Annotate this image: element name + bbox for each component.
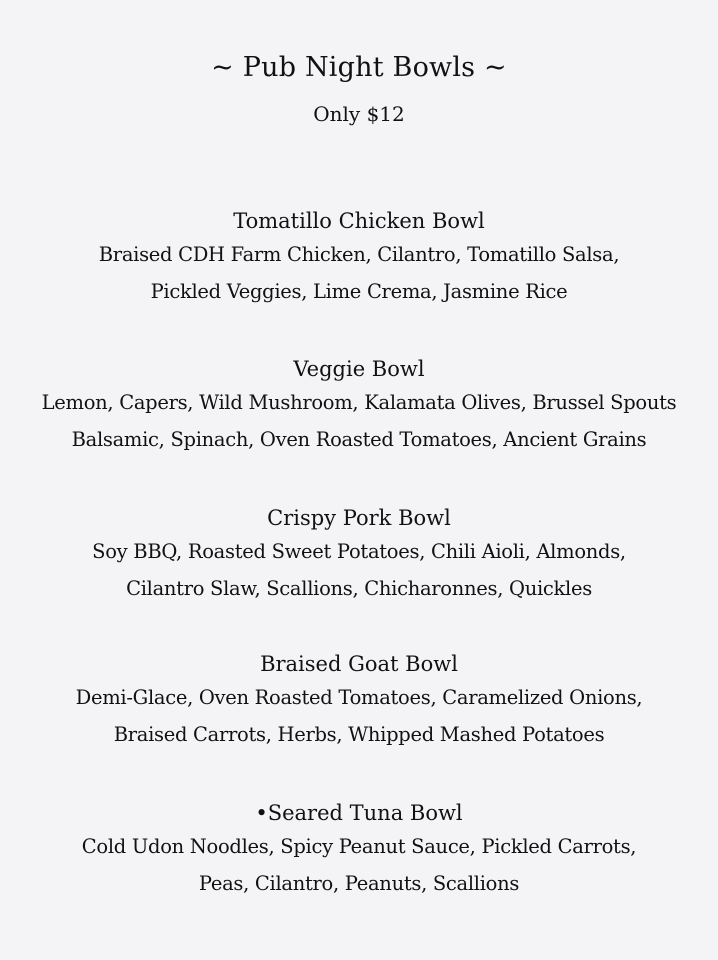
dish-name: Braised Goat Bowl [260, 652, 458, 676]
menu-section-tomatillo-chicken-bowl [0, 206, 718, 310]
dish-ingredients-line-1: Cold Udon Noodles, Spicy Peanut Sauce, Pickled Carrots, [81, 835, 637, 858]
menu-section-seared-tuna-bowl [0, 798, 718, 902]
dish-ingredients-line-2: Peas, Cilantro, Peanuts, Scallions [198, 872, 520, 895]
menu-section-crispy-pork-bowl [0, 503, 718, 607]
menu-section-braised-goat-bowl [0, 649, 718, 753]
dish-ingredients-line-2: Balsamic, Spinach, Oven Roasted Tomatoes, Ancient Grains [71, 428, 647, 451]
dish-name: •Seared Tuna Bowl [255, 801, 463, 825]
dish-ingredients-line-1: Demi-Glace, Oven Roasted Tomatoes, Caramelized Onions, [75, 686, 643, 709]
menu-section-veggie-bowl [0, 354, 718, 458]
dish-name: Veggie Bowl [293, 357, 425, 381]
dish-ingredients-line-2: Cilantro Slaw, Scallions, Chicharonnes, Quickles [126, 577, 592, 600]
menu-title: ~ Pub Night Bowls ~ [211, 52, 507, 83]
dish-ingredients-line-1: Soy BBQ, Roasted Sweet Potatoes, Chili Aioli, Almonds, [92, 540, 626, 563]
dish-ingredients-line-2: Braised Carrots, Herbs, Whipped Mashed Potatoes [113, 723, 605, 746]
dish-name: Crispy Pork Bowl [267, 506, 451, 530]
dish-ingredients-line-1: Braised CDH Farm Chicken, Cilantro, Tomatillo Salsa, [98, 243, 620, 266]
price-subtitle: Only $12 [313, 102, 405, 126]
dish-name: Tomatillo Chicken Bowl [233, 209, 485, 233]
dish-ingredients-line-1: Lemon, Capers, Wild Mushroom, Kalamata Olives, Brussel Spouts [41, 391, 677, 414]
dish-ingredients-line-2: Pickled Veggies, Lime Crema, Jasmine Rice [150, 280, 568, 303]
